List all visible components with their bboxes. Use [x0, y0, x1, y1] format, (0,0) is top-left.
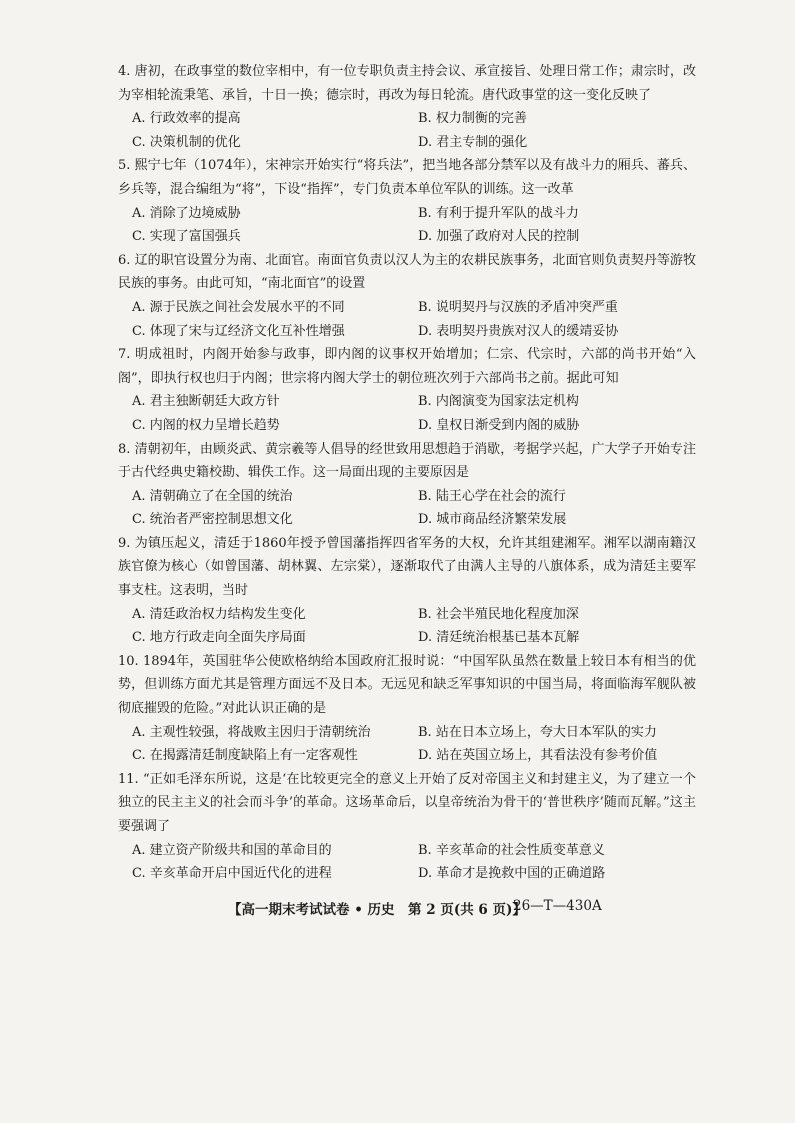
option-c: C. 内阁的权力呈增长趋势 — [132, 417, 280, 433]
option-d: D. 皇权日渐受到内阁的威胁 — [418, 417, 580, 433]
option-grid — [118, 107, 696, 154]
question-stem: 8. 清朝初年，由顾炎武、黄宗羲等人倡导的经世致用思想趋于消歇，考据学兴起，广大学子开始专注于古代经典史籍校勘、辑佚工作。这一局面出现的主要原因是 — [118, 441, 696, 481]
question-stem: 11. “正如毛泽东所说，这是‘在比较更完全的意义上开始了反对帝国主义和封建主义，为了建立一个独立的民主主义的社会而斗争’的革命。这场革命后，以皇帝统治为骨干的‘普世秩序’随而瓦解。”这主要强调了 — [118, 771, 696, 834]
option-a: A. 主观性较强，将战败主因归于清朝统治 — [132, 724, 371, 740]
option-d: D. 城市商品经济繁荣发展 — [418, 512, 567, 528]
question-stem: 6. 辽的职官设置分为南、北面官。南面官负责以汉人为主的农耕民族事务，北面官则负责契丹等游牧民族的事务。由此可知，“南北面官”的设置 — [118, 252, 696, 292]
question-7 — [118, 343, 696, 437]
question-4 — [118, 60, 696, 154]
option-grid — [118, 485, 696, 532]
option-d: D. 表明契丹贵族对汉人的缓靖妥协 — [418, 323, 619, 339]
option-d: D. 革命才是挽救中国的正确道路 — [418, 866, 606, 882]
option-b: B. 社会半殖民地化程度加深 — [418, 606, 579, 622]
question-stem: 5. 熙宁七年（1074年），宋神宗开始实行“将兵法”，把当地各部分禁军以及有战斗力的厢兵、蕃兵、乡兵等，混合编组为“将”，下设“指挥”，专门负责本单位军队的训练。这一改革 — [118, 158, 696, 197]
option-b: B. 权力制衡的完善 — [418, 111, 527, 127]
option-grid — [118, 839, 696, 886]
option-c: C. 实现了富国强兵 — [132, 229, 241, 245]
option-c: C. 统治者严密控制思想文化 — [132, 512, 293, 528]
option-b: B. 辛亥革命的社会性质变革意义 — [418, 842, 605, 858]
option-a: A. 清朝确立了在全国的统治 — [132, 488, 293, 504]
option-a: A. 消除了边境威胁 — [132, 205, 241, 221]
option-a: A. 建立资产阶级共和国的革命目的 — [132, 842, 332, 858]
question-9 — [118, 532, 696, 650]
question-8 — [118, 438, 696, 532]
option-d: D. 君主专制的强化 — [418, 134, 528, 150]
option-b: B. 站在日本立场上，夸大日本军队的实力 — [418, 724, 657, 740]
option-c: C. 决策机制的优化 — [132, 134, 241, 150]
option-b: B. 有利于提升军队的战斗力 — [418, 205, 579, 221]
option-grid — [118, 603, 696, 650]
question-6 — [118, 249, 696, 343]
footer-exam-title: 【高一期末考试试卷 • 历史 第 2 页(共 6 页)】 — [228, 902, 526, 918]
option-grid — [118, 721, 696, 768]
question-list — [118, 60, 696, 886]
option-grid — [118, 390, 696, 437]
option-a: A. 清廷政治权力结构发生变化 — [132, 606, 306, 622]
option-b: B. 说明契丹与汉族的矛盾冲突严重 — [418, 299, 618, 315]
question-stem: 10. 1894年，英国驻华公使欧格纳给本国政府汇报时说：“中国军队虽然在数量上较日本有相当的优势，但训练方面尤其是管理方面远不及日本。无远见和缺乏军事知识的中国当局，将面临海军舰队被彻底摧毁的危险。”对此认识正确的是 — [118, 653, 696, 717]
option-b: B. 陆王心学在社会的流行 — [418, 488, 566, 504]
option-d: D. 站在英国立场上，其看法没有参考价值 — [418, 748, 658, 764]
option-grid — [118, 202, 696, 249]
question-stem: 9. 为镇压起义，清廷于1860年授予曾国藩指挥四省军务的大权，允许其组建湘军。湘军以湖南籍汉族官僚为核心（如曾国藩、胡林翼、左宗棠），逐渐取代了由满人主导的八旗体系，成为清廷主要军事支柱。这表明，当时 — [118, 535, 696, 599]
option-c: C. 体现了宋与辽经济文化互补性增强 — [132, 323, 345, 339]
question-stem: 7. 明成祖时，内阁开始参与政事，即内阁的议事权开始增加；仁宗、代宗时，六部的尚书开始“入阁”，即执行权也归于内阁；世宗将内阁大学士的朝位班次列于六部尚书之前。据此可知 — [118, 347, 696, 386]
question-stem: 4. 唐初，在政事堂的数位宰相中，有一位专职负责主持会议、承宣接旨、处理日常工作；肃宗时，改为宰相轮流秉笔、承旨，十日一换；德宗时，再改为每日轮流。唐代政事堂的这一变化反映了 — [118, 64, 696, 103]
option-c: C. 地方行政走向全面失序局面 — [132, 630, 306, 646]
option-d: D. 清廷统治根基已基本瓦解 — [418, 630, 580, 646]
option-c: C. 在揭露清廷制度缺陷上有一定客观性 — [132, 748, 358, 764]
question-11 — [118, 768, 696, 886]
question-10 — [118, 650, 696, 768]
option-c: C. 辛亥革命开启中国近代化的进程 — [132, 866, 332, 882]
question-5 — [118, 154, 696, 248]
option-b: B. 内阁演变为国家法定机构 — [418, 394, 579, 410]
option-a: A. 行政效率的提高 — [132, 111, 241, 127]
option-a: A. 君主独断朝廷大政方针 — [132, 394, 280, 410]
option-grid — [118, 296, 696, 343]
footer-code: 26—T—430A — [513, 898, 602, 914]
option-a: A. 源于民族之间社会发展水平的不同 — [132, 299, 345, 315]
option-d: D. 加强了政府对人民的控制 — [418, 229, 580, 245]
